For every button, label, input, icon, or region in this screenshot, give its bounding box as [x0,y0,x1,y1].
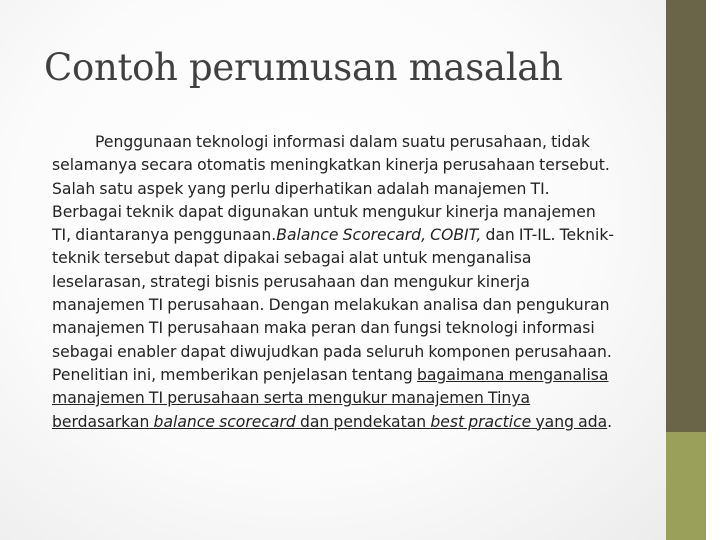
underlined-part-2: dan pendekatan [295,412,431,431]
paragraph-intro: Penggunaan teknologi informasi dalam suatu perusahaan, tidak selamanya secara otomatis meningkatkan kinerja perusahaan tersebut. Salah satu aspek yang perlu diperhatikan adalah manajemen TI. Berbagai teknik dapat digunakan untuk mengukur kinerja manajemen TI, diantaranya penggunaan. [52,133,610,245]
paragraph-end: . [607,412,613,431]
underlined-part-3: yang ada [531,412,608,431]
slide-body-paragraph [52,131,618,434]
underlined-balance-scorecard: balance scorecard [153,412,296,431]
decorative-sidebar [666,0,706,540]
sidebar-bottom-block [666,432,706,540]
underlined-best-practice: best practice [430,412,532,431]
underlined-part-1: bagaimana menganalisa manajemen TI perusahaan serta mengukur manajemen Tinya berdasarkan [52,365,609,431]
slide-title: Contoh perumusan masalah [44,46,563,89]
paragraph-methods-italic: Balance Scorecard, COBIT, [276,226,482,245]
sidebar-top-block [666,0,706,432]
paragraph-after-methods: dan IT-IL. Teknik-teknik tersebut dapat dipakai sebagai alat untuk menganalisa leselarasan, strategi bisnis perusahaan dan mengukur kinerja manajemen TI perusahaan. Dengan melakukan analisa dan pengukuran manajemen TI perusahaan maka peran dan fungsi teknologi informasi sebagai enabler dapat diwujudkan pada seluruh komponen perusahaan. Penelitian ini, memberikan penjelasan tentang [52,226,615,384]
